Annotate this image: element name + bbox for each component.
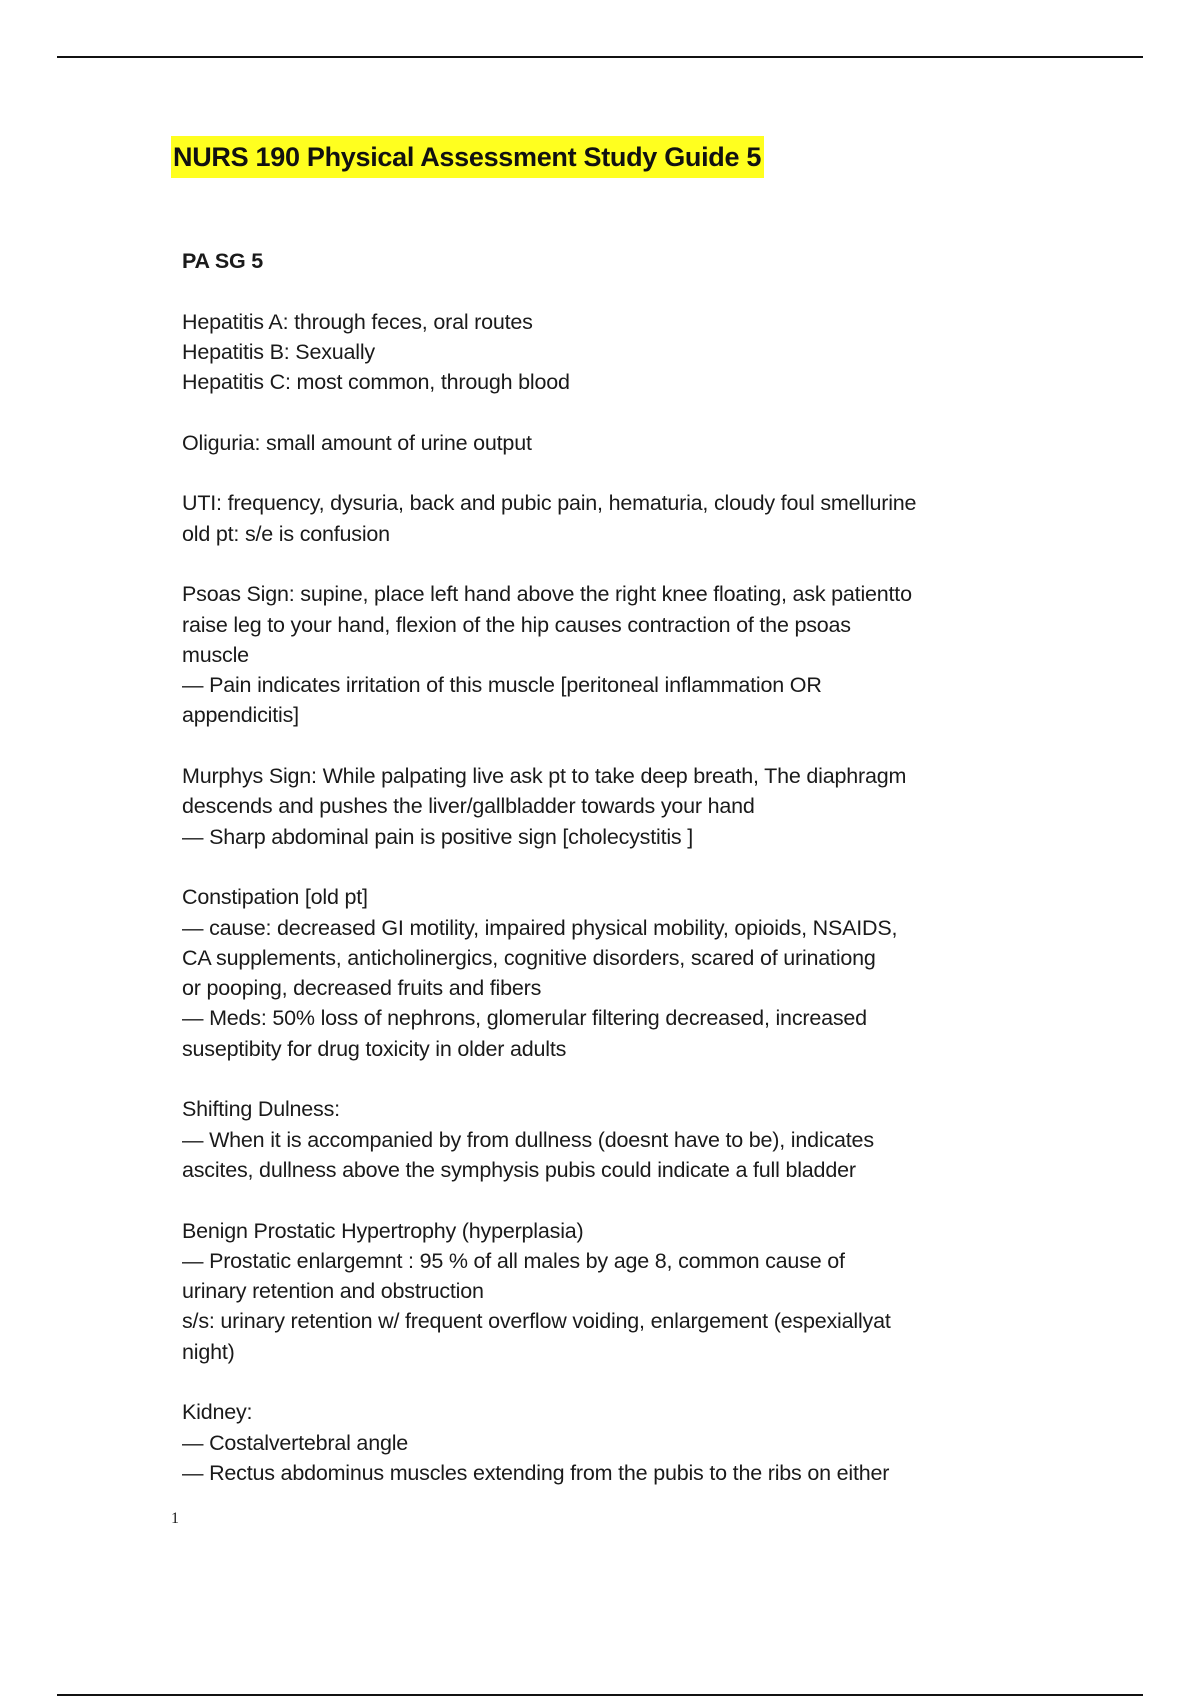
note-line: — Prostatic enlargemnt : 95 % of all males by age 8, common cause of — [182, 1248, 845, 1273]
note-line: — Pain indicates irritation of this muscle [peritoneal inflammation OR — [182, 673, 822, 698]
note-block-psoas-sign — [182, 579, 1082, 730]
note-line: night) — [182, 1339, 235, 1364]
title-container — [171, 136, 764, 178]
note-line: Murphys Sign: While palpating live ask pt to take deep breath, The diaphragm — [182, 764, 907, 789]
note-line: descends and pushes the liver/gallbladder towards your hand — [182, 794, 755, 819]
note-line: ascites, dullness above the symphysis pubis could indicate a full bladder — [182, 1157, 856, 1182]
note-block-bph — [182, 1216, 1082, 1367]
note-block-hepatitis — [182, 307, 1082, 398]
note-line: — cause: decreased GI motility, impaired physical mobility, opioids, NSAIDS, — [182, 915, 898, 940]
footer-rule — [57, 1694, 1143, 1696]
note-line: urinary retention and obstruction — [182, 1279, 484, 1304]
header-rule — [57, 56, 1143, 58]
note-block-constipation — [182, 882, 1082, 1064]
note-line: muscle — [182, 642, 249, 667]
note-line: s/s: urinary retention w/ frequent overflow voiding, enlargement (espexiallyat — [182, 1309, 891, 1334]
note-line: suseptibity for drug toxicity in older adults — [182, 1036, 567, 1061]
note-line: Hepatitis B: Sexually — [182, 339, 375, 364]
note-line: — Meds: 50% loss of nephrons, glomerular filtering decreased, increased — [182, 1006, 867, 1031]
document-title: NURS 190 Physical Assessment Study Guide 5 — [171, 136, 764, 178]
note-line: Hepatitis C: most common, through blood — [182, 370, 570, 395]
note-block-kidney — [182, 1397, 1082, 1488]
note-line: — When it is accompanied by from dullness (doesnt have to be), indicates — [182, 1127, 874, 1152]
note-line: or pooping, decreased fruits and fibers — [182, 976, 542, 1001]
note-line: — Costalvertebral angle — [182, 1430, 409, 1455]
note-line: CA supplements, anticholinergics, cognitive disorders, scared of urinationg — [182, 945, 876, 970]
note-block-oliguria — [182, 428, 1082, 458]
note-line: Psoas Sign: supine, place left hand above the right knee floating, ask patientto — [182, 582, 912, 607]
note-line: — Sharp abdominal pain is positive sign [cholecystitis ] — [182, 824, 694, 849]
document-body — [182, 246, 1082, 1518]
note-line: appendicitis] — [182, 703, 299, 728]
note-line: Constipation [old pt] — [182, 885, 368, 910]
page-number: 1 — [171, 1510, 179, 1527]
note-block-murphys-sign — [182, 761, 1082, 852]
section-heading: PA SG 5 — [182, 249, 264, 273]
note-line: Shifting Dulness: — [182, 1097, 340, 1122]
note-line: Oliguria: small amount of urine output — [182, 430, 532, 455]
note-line: — Rectus abdominus muscles extending from the pubis to the ribs on either — [182, 1460, 890, 1485]
note-line: Kidney: — [182, 1400, 253, 1425]
note-line: raise leg to your hand, flexion of the hip causes contraction of the psoas — [182, 612, 851, 637]
note-line: old pt: s/e is confusion — [182, 521, 390, 546]
note-line: Hepatitis A: through feces, oral routes — [182, 309, 533, 334]
note-block-shifting-dulness — [182, 1094, 1082, 1185]
note-line: Benign Prostatic Hypertrophy (hyperplasia) — [182, 1218, 584, 1243]
note-block-uti — [182, 488, 1082, 549]
note-line: UTI: frequency, dysuria, back and pubic pain, hematuria, cloudy foul smellurine — [182, 491, 917, 516]
